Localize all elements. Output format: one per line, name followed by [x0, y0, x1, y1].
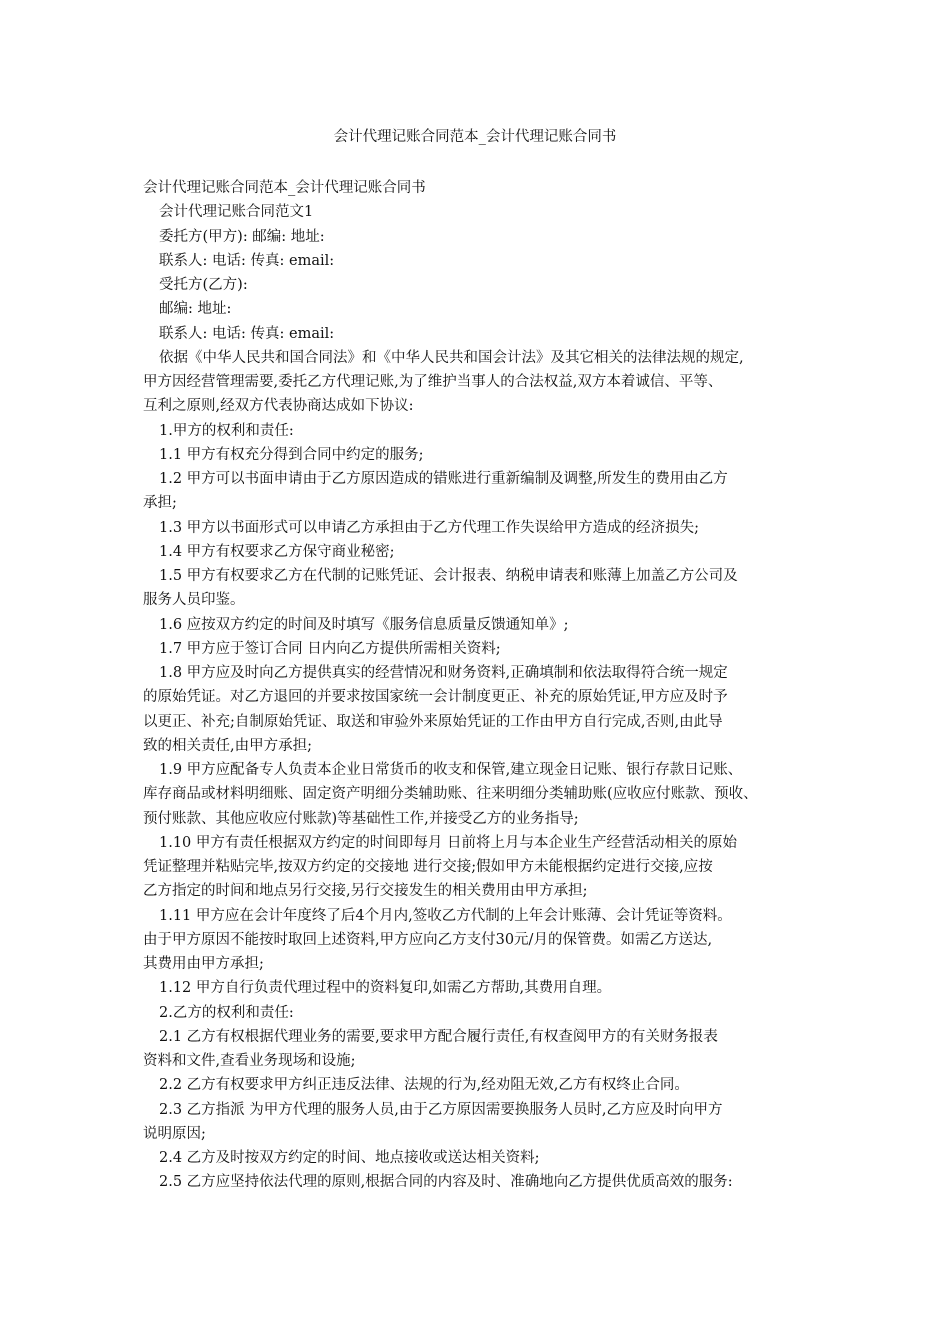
text-line: 1.3 甲方以书面形式可以申请乙方承担由于乙方代理工作失误给甲方造成的经济损失; — [159, 519, 700, 536]
text-line: 联系人: 电话: 传真: email: — [159, 252, 335, 269]
text-line: 1.4 甲方有权要求乙方保守商业秘密; — [159, 543, 395, 560]
text-line: 1.1 甲方有权充分得到合同中约定的服务; — [159, 446, 424, 463]
text-line: 说明原因; — [143, 1125, 206, 1142]
text-line: 依据《中华人民共和国合同法》和《中华人民共和国会计法》及其它相关的法律法规的规定, — [159, 349, 744, 366]
text-line: 1.10 甲方有责任根据双方约定的时间即每月 日前将上月与本企业生产经营活动相关的原始 — [159, 834, 737, 851]
text-line: 服务人员印鉴。 — [143, 592, 245, 609]
text-line: 1.5 甲方有权要求乙方在代制的记账凭证、会计报表、纳税申请表和账薄上加盖乙方公司及 — [159, 568, 738, 584]
text-line: 承担; — [143, 495, 177, 512]
text-line: 资料和文件,查看业务现场和设施; — [143, 1053, 356, 1069]
text-line: 致的相关责任,由甲方承担; — [143, 737, 312, 754]
text-line: 2.4 乙方及时按双方约定的时间、地点接收或送达相关资料; — [159, 1150, 540, 1166]
text-line: 的原始凭证。对乙方退回的并要求按国家统一会计制度更正、补充的原始凭证,甲方应及时予 — [143, 689, 728, 706]
document-title: 会计代理记账合同范本_会计代理记账合同书 — [333, 129, 617, 145]
text-line: 其费用由甲方承担; — [143, 956, 264, 972]
text-line: 以更正、补充;自制原始凭证、取送和审验外来原始凭证的工作由甲方自行完成,否则,由此导 — [143, 713, 723, 730]
text-line: 互利之原则,经双方代表协商达成如下协议: — [143, 398, 414, 415]
text-line: 会计代理记账合同范文1 — [159, 204, 314, 221]
text-line: 受托方(乙方): — [159, 277, 248, 293]
text-line: 联系人: 电话: 传真: email: — [159, 325, 335, 342]
document-body — [143, 176, 823, 1195]
text-line: 2.2 乙方有权要求甲方纠正违反法律、法规的行为,经劝阻无效,乙方有权终止合同。 — [159, 1077, 689, 1094]
text-line: 2.3 乙方指派 为甲方代理的服务人员,由于乙方原因需要换服务人员时,乙方应及时向甲方 — [159, 1101, 723, 1118]
text-line: 预付账款、其他应收应付账款)等基础性工作,并接受乙方的业务指导; — [143, 810, 579, 827]
text-line: 委托方(甲方): 邮编: 地址: — [159, 228, 325, 245]
text-line: 2.乙方的权利和责任: — [159, 1004, 294, 1021]
text-line: 2.1 乙方有权根据代理业务的需要,要求甲方配合履行责任,有权查阅甲方的有关财务报表 — [159, 1028, 718, 1045]
text-line: 1.甲方的权利和责任: — [159, 422, 294, 439]
text-line: 1.9 甲方应配备专人负责本企业日常货币的收支和保管,建立现金日记账、银行存款日记账、 — [159, 762, 743, 778]
text-line: 邮编: 地址: — [159, 301, 232, 318]
text-line: 甲方因经营管理需要,委托乙方代理记账,为了维护当事人的合法权益,双方本着诚信、平等、 — [143, 374, 723, 390]
text-line: 1.12 甲方自行负责代理过程中的资料复印,如需乙方帮助,其费用自理。 — [159, 980, 612, 997]
text-line: 2.5 乙方应坚持依法代理的原则,根据合同的内容及时、准确地向乙方提供优质高效的服务: — [159, 1174, 733, 1191]
text-line: 会计代理记账合同范本_会计代理记账合同书 — [143, 180, 426, 196]
text-line: 1.2 甲方可以书面申请由于乙方原因造成的错账进行重新编制及调整,所发生的费用由乙方 — [159, 471, 728, 487]
text-line: 1.7 甲方应于签订合同 日内向乙方提供所需相关资料; — [159, 640, 501, 657]
text-line: 凭证整理并粘贴完毕,按双方约定的交接地 进行交接;假如甲方未能根据约定进行交接,应按 — [143, 859, 713, 875]
text-line: 1.6 应按双方约定的时间及时填写《服务信息质量反馈通知单》; — [159, 616, 569, 633]
text-line: 乙方指定的时间和地点另行交接,另行交接发生的相关费用由甲方承担; — [143, 883, 588, 900]
text-line: 1.11 甲方应在会计年度终了后4个月内,签收乙方代制的上年会计账薄、会计凭证等资料。 — [159, 907, 732, 924]
text-line: 库存商品或材料明细账、固定资产明细分类辅助账、往来明细分类辅助账(应收应付账款、预收、 — [143, 786, 758, 803]
text-line: 由于甲方原因不能按时取回上述资料,甲方应向乙方支付30元/月的保管费。如需乙方送达, — [143, 931, 713, 948]
text-line: 1.8 甲方应及时向乙方提供真实的经营情况和财务资料,正确填制和依法取得符合统一规定 — [159, 665, 728, 681]
